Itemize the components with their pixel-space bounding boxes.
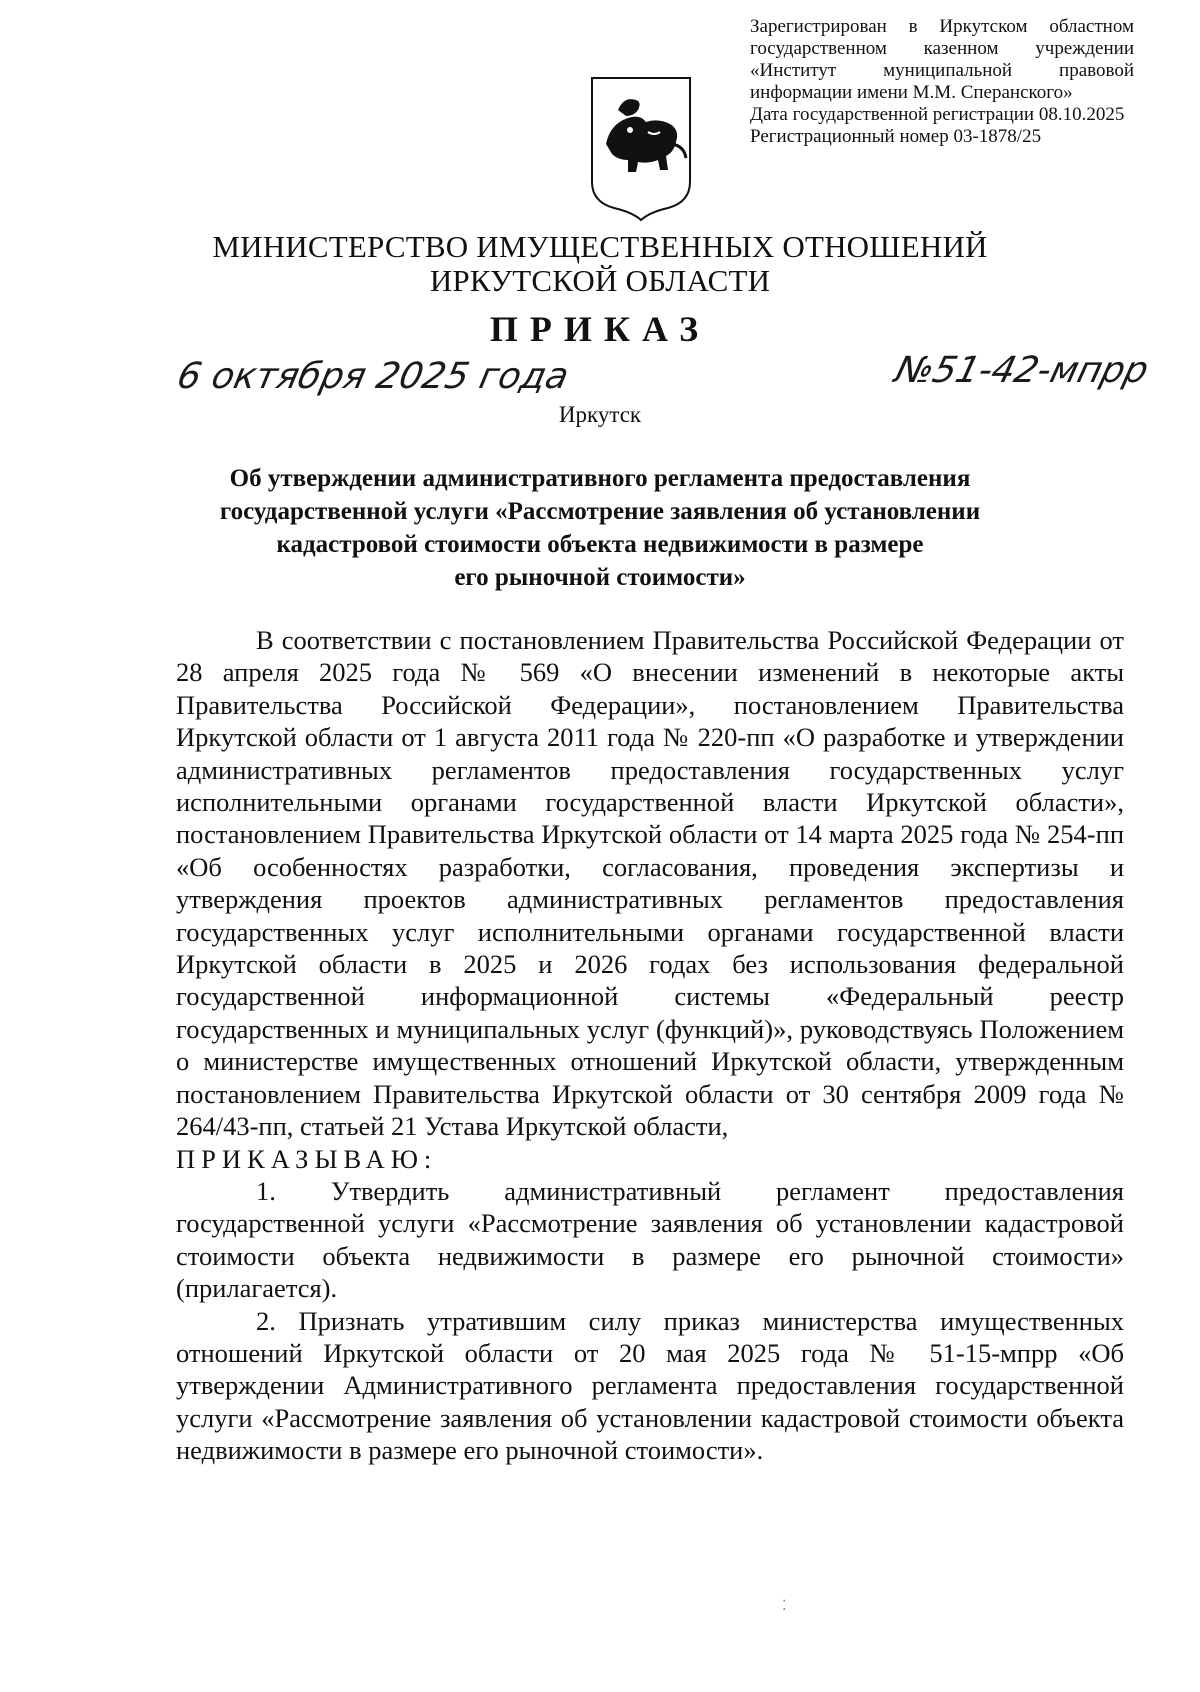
document-title [160,462,1040,594]
registration-line: информации имени М.М. Сперанского» [750,82,1073,103]
handwritten-date: 6 октября 2025 года [173,356,573,397]
order-item-2: 2. Признать утратившим силу приказ министерства имущественных отношений Иркутской области от 20 мая 2025 года № 51-15-мпрр «Об утверждении Административного регламента предоставления государственной услуги «Рассмотрение заявления об установлении кадастровой стоимости объекта недвижимости в размере его рыночной стоимости». [176,1305,1124,1466]
title-line: его рыночной стоимости» [454,564,746,591]
coat-of-arms-icon [588,74,694,222]
preamble-paragraph: В соответствии с постановлением Правительства Российской Федерации от 28 апреля 2025 года № 569 «О внесении изменений в некоторые акты Правительства Российской Федерации», постановлением Правительства Иркутской области от 1 августа 2011 года № 220-пп «О разработке и утверждении административных регламентов предоставления государственных услуг исполнительными органами государственной власти Иркутской области», постановлением Правительства Иркутской области от 14 марта 2025 года № 254-пп «Об особенностях разработки, согласования, проведения экспертизы и утверждения проектов административных регламентов предоставления государственных услуг исполнительными органами государственной власти Иркутской области в 2025 и 2026 годах без использования федеральной государственной информационной системы «Федеральный реестр государственных и муниципальных услуг (функций)», руководствуясь Положением о министерстве имущественных отношений Иркутской области, утвержденным постановлением Правительства Иркутской области от 30 сентября 2009 года № 264/43-пп, статьей 21 Устава Иркутской области, [176,625,1124,1142]
ministry-name [0,230,1200,298]
title-line: Об утверждении административного регламента предоставления [229,465,971,492]
title-line: государственной услуги «Рассмотрение заявления об установлении [219,498,981,525]
registration-line: «Институт муниципальной правовой [750,60,1134,81]
ministry-name-line1: МИНИСТЕРСТВО ИМУЩЕСТВЕННЫХ ОТНОШЕНИЙ [212,229,988,264]
city-name: Иркутск [558,402,642,427]
scan-artifact-icon: ⁚ [782,1599,787,1614]
order-word: ПРИКАЗЫВАЮ: [176,1143,438,1174]
ministry-name-line2: ИРКУТСКОЙ ОБЛАСТИ [429,263,771,298]
document-body [176,624,1124,1467]
handwritten-number: №51-42-мпрр [890,350,1153,391]
document-type: ПРИКАЗ [489,309,711,349]
registration-line: государственном казенном учреждении [750,38,1134,59]
registration-date: Дата государственной регистрации 08.10.2025 [750,104,1125,125]
registration-line: Зарегистрирован в Иркутском областном [750,16,1134,37]
title-line: кадастровой стоимости объекта недвижимости в размере [276,531,924,558]
order-item-1: 1. Утвердить административный регламент предоставления государственной услуги «Рассмотрение заявления об установлении кадастровой стоимости объекта недвижимости в размере его рыночной стоимости» (прилагается). [176,1175,1124,1304]
registration-note [750,16,1134,148]
registration-number: Регистрационный номер 03-1878/25 [750,126,1042,147]
